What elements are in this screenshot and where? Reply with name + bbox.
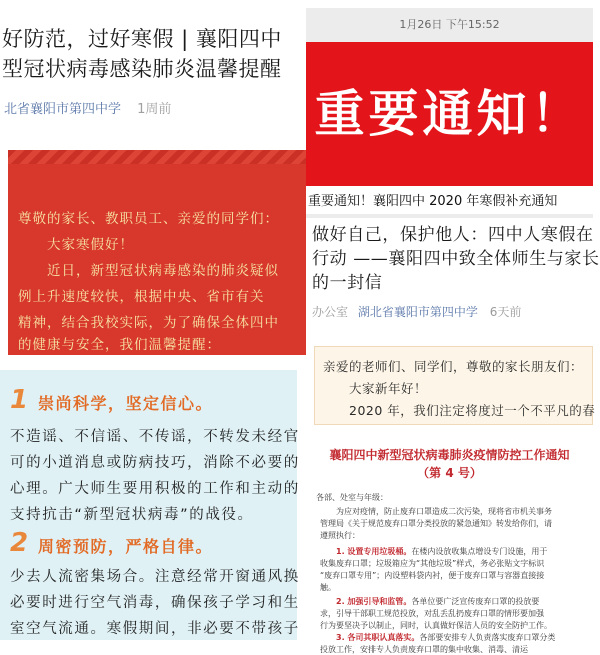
item-heading: 1. 设置专用垃圾桶。 <box>320 547 412 556</box>
bottom-right-document-screenshot <box>306 432 593 654</box>
greeting-card <box>8 150 308 355</box>
divider <box>306 214 593 218</box>
document-line: 收集废弃口罩；垃圾箱应为“其他垃圾”样式，务必张贴文字标识 <box>320 559 545 568</box>
greeting-line: 的健康与安全，我们温馨提醒： <box>18 337 221 353</box>
greeting-line: 大家寒假好！ <box>18 237 134 253</box>
body-text-line: 必要时进行空气消毒，确保孩子学习和生 <box>10 595 300 611</box>
document-line: 为应对疫情，防止废弃口罩造成二次污染，现将省市机关事务 <box>320 507 552 516</box>
greeting-line: 精神，结合我校实际，为了确保全体四中 <box>18 315 279 331</box>
article-title-line: 好防范，过好寒假 | 襄阳四中 <box>2 27 282 51</box>
document-title: 襄阳四中新型冠状病毒肺炎疫情防控工作通知 <box>329 448 570 462</box>
letter-line: 亲爱的老师们、同学们，尊敬的家长朋友们： <box>323 359 584 374</box>
letter-line: 大家新年好！ <box>323 381 428 396</box>
section-title: 崇尚科学，坚定信心。 <box>38 394 214 413</box>
section-number: 1 <box>10 385 29 415</box>
body-text-line: 支持抗击“新型冠状病毒”的战役。 <box>10 507 254 523</box>
body-text-line: 少去人流密集场合。注意经常开窗通风换 <box>10 569 300 585</box>
document-line: “废弃口罩专用”；内设塑料袋内衬，便于废弃口罩与容器直接接 <box>320 571 545 580</box>
article-title-line: 型冠状病毒感染肺炎温馨提醒 <box>2 57 282 81</box>
article-meta <box>312 303 521 320</box>
document-line: 触。 <box>320 583 336 592</box>
body-text-line: 室空气流通。寒假期间，非必要不带孩子 <box>10 621 300 637</box>
document-line: 投放工作，安排专人负责废弃口罩的集中收集、消毒、清运 <box>320 645 528 654</box>
top-right-article-screenshot <box>306 8 600 425</box>
document-item-3 <box>320 632 555 643</box>
banner-text: 重要通知！ <box>314 85 585 143</box>
section-title: 周密预防，严格自律。 <box>38 537 214 556</box>
greeting-line: 尊敬的家长、教职员工、亲爱的同学们： <box>18 211 279 227</box>
greeting-line: 例上升速度较快，根据中央、省市有关 <box>18 289 265 305</box>
category-label: 办公室 <box>312 305 349 319</box>
source-account-link[interactable]: 湖北省襄阳市第四中学 <box>357 305 478 319</box>
document-salutation: 各部、处室与年级： <box>316 493 388 502</box>
letter-line: 2020 年，我们注定将度过一个不平凡的春 <box>323 403 596 418</box>
notice-title-link[interactable]: 重要通知！襄阳四中 2020 年寒假补充通知 <box>308 194 558 209</box>
document-item-1 <box>320 546 547 557</box>
document-line: 行为要坚决予以制止，同时，认真做好保洁人员的安全防护工作。 <box>320 621 552 630</box>
article-title-line: 行动 ——襄阳四中致全体师生与家长 <box>312 249 600 269</box>
document-line: 管理局《关于规范废弃口罩分类投放的紧急通知》转发给你们，请 <box>320 519 552 528</box>
item-heading: 3. 各司其职认真落实。 <box>320 633 420 642</box>
publish-time: 1周前 <box>137 102 172 117</box>
document-line: 求，引导干部职工规范投放，对乱丢乱扔废弃口罩的情形要加强 <box>320 609 544 618</box>
greeting-line: 近日，新型冠状病毒感染的肺炎疑似 <box>18 263 279 279</box>
document-number: （第 4 号） <box>417 466 482 480</box>
article-meta <box>4 98 171 117</box>
publish-time: 6天前 <box>489 305 522 319</box>
document-line: 遵照执行： <box>320 531 360 540</box>
item-text: 各单位要广泛宣传废弃口罩的投放要 <box>411 597 540 606</box>
important-notice-banner[interactable] <box>306 42 593 186</box>
left-article-screenshot <box>0 0 300 640</box>
item-text: 在楼内设放收集点增设专门设施，用于 <box>411 547 548 556</box>
letter-excerpt <box>314 346 596 425</box>
body-text-line: 不造谣、不信谣、不传谣，不转发未经官 <box>10 429 300 445</box>
section-heading-2 <box>8 528 308 564</box>
card-decoration <box>8 150 308 164</box>
status-time: 1月26日 下午15:52 <box>306 8 593 42</box>
item-text: 各部要安排专人负责落实废弃口罩分类 <box>419 633 556 642</box>
document-item-2 <box>320 596 539 607</box>
item-heading: 2. 加强引导和监管。 <box>320 597 412 606</box>
article-title-line: 做好自己，保护他人：四中人寒假在 <box>312 225 594 245</box>
body-text-line: 心理。广大师生要用积极的工作和主动的 <box>10 481 300 497</box>
article-title-line: 的一封信 <box>312 273 383 293</box>
body-text-line: 可的小道消息或防病技巧，消除不必要的 <box>10 455 300 471</box>
source-account-link[interactable]: 北省襄阳市第四中学 <box>4 102 122 117</box>
section-number: 2 <box>10 528 29 558</box>
section-heading-1 <box>8 385 308 421</box>
